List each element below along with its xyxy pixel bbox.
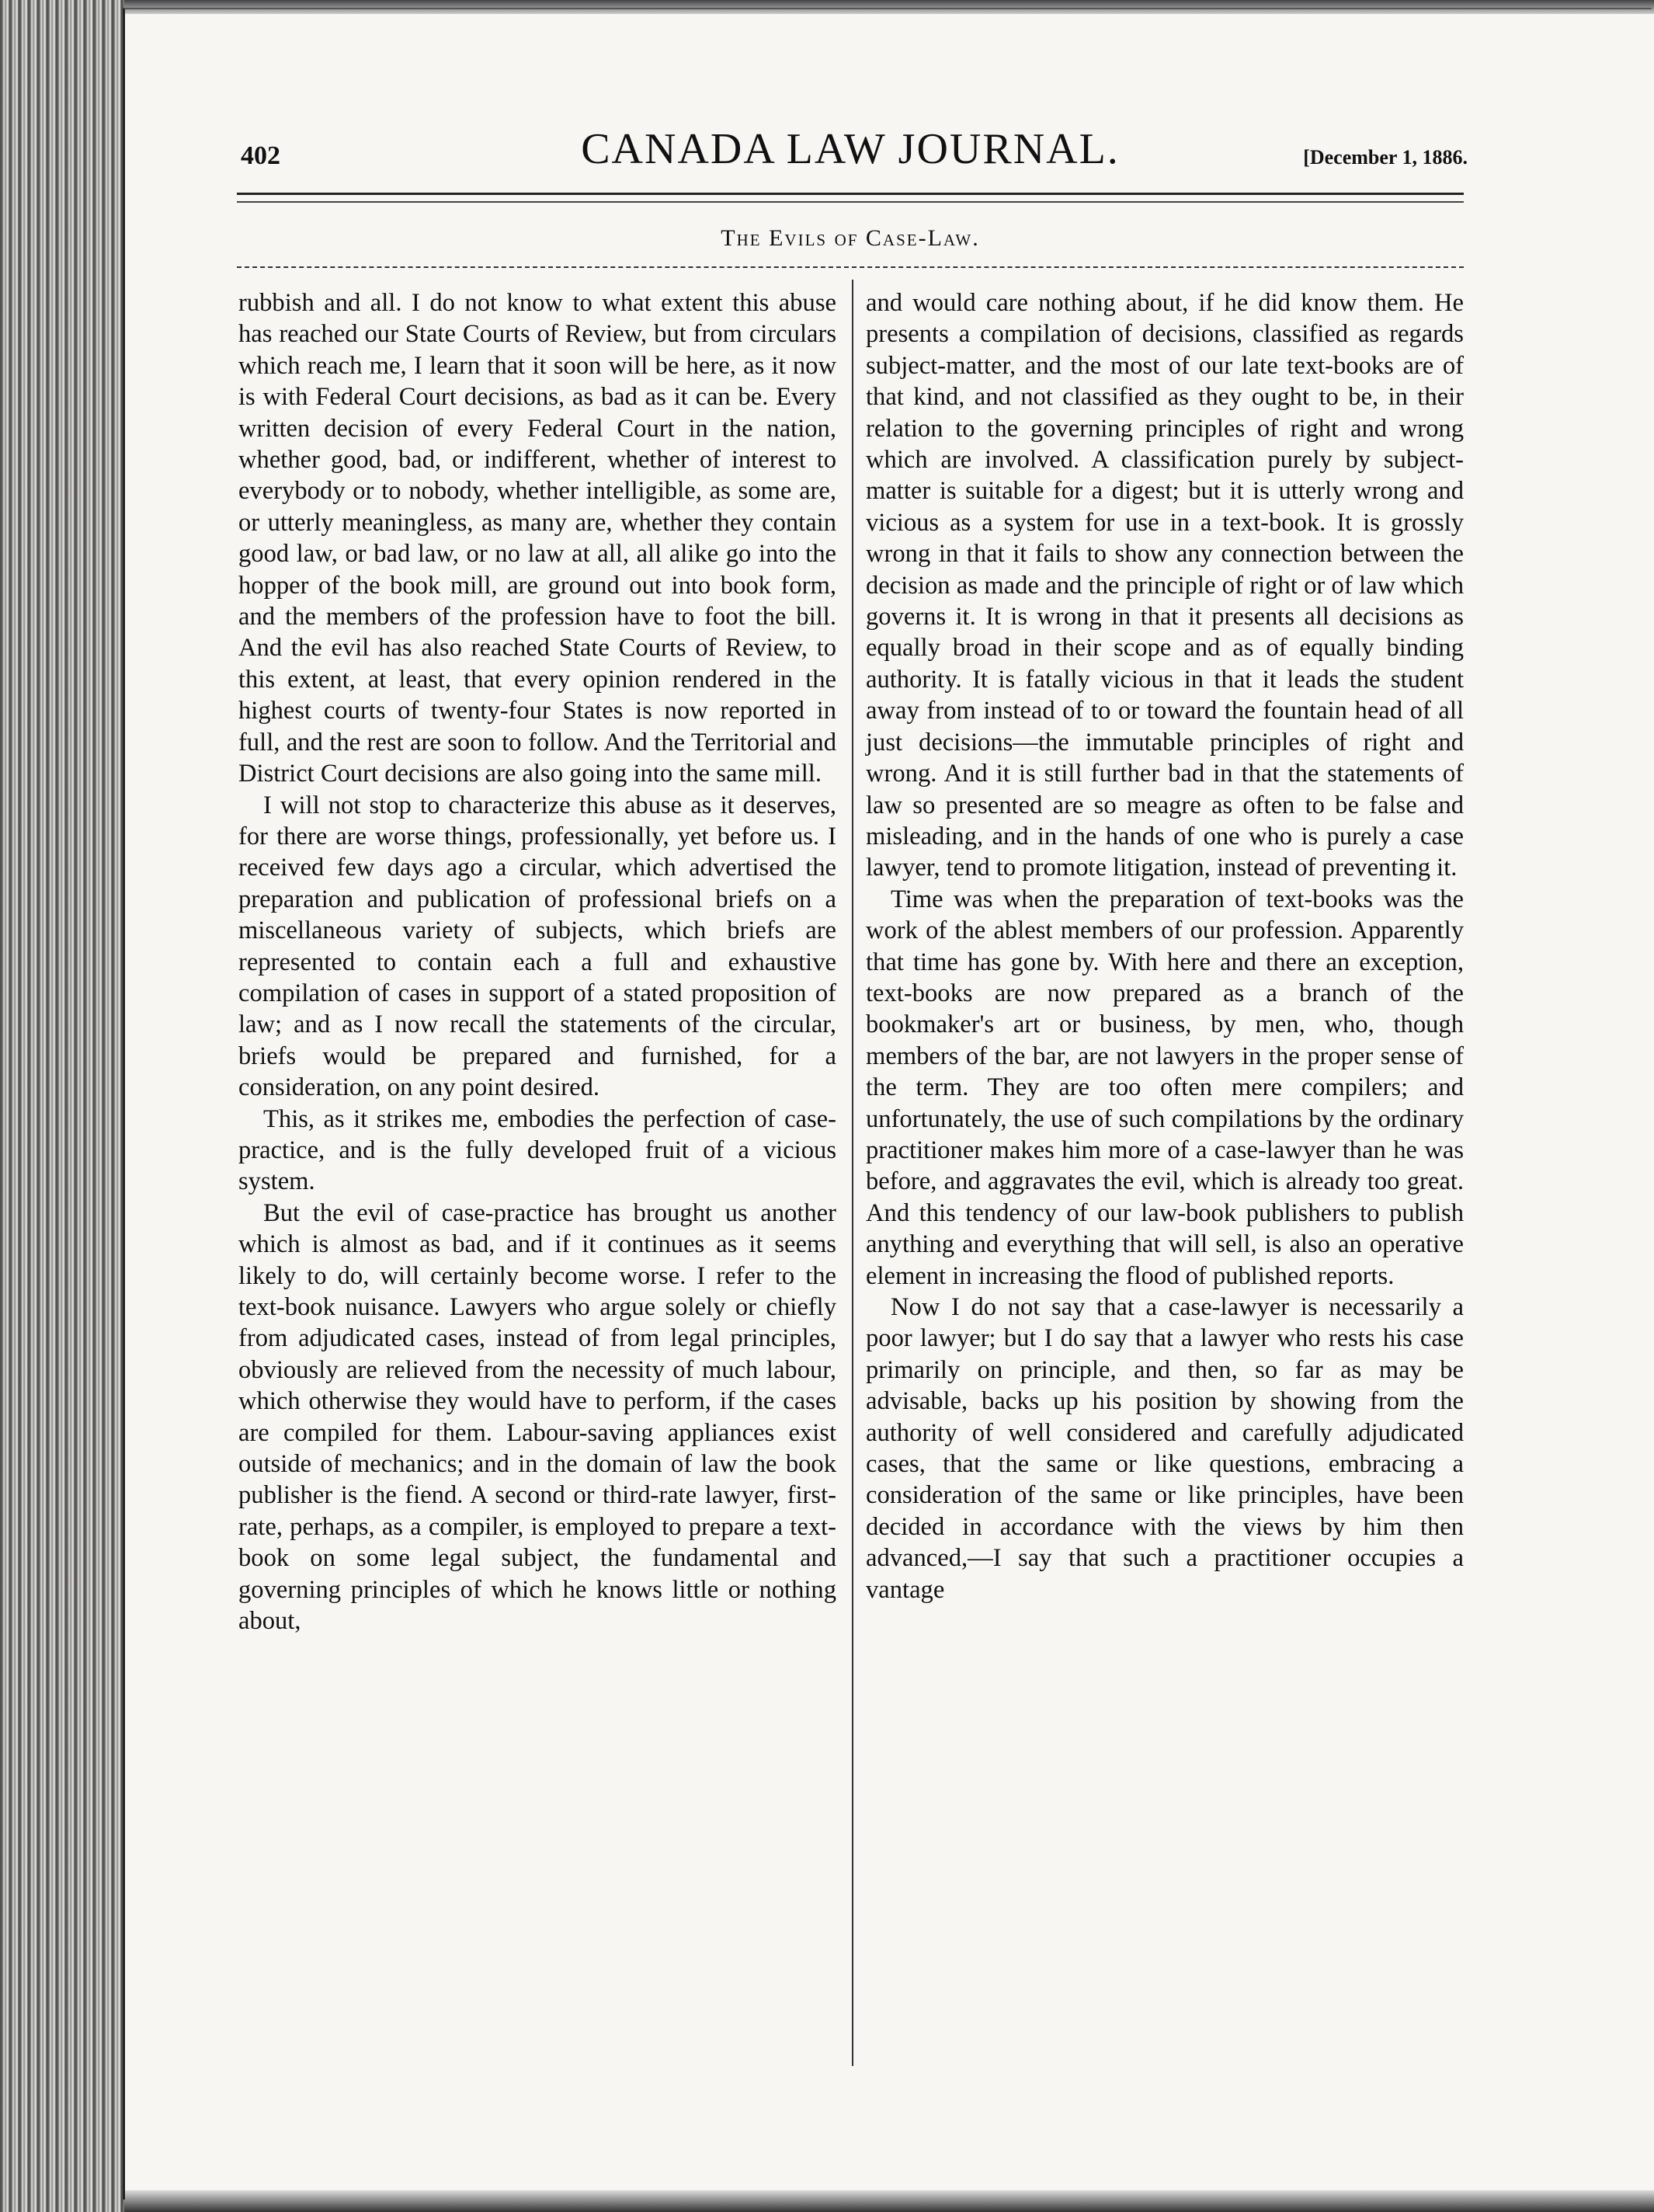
paragraph: Time was when the preparation of text-books was the work of the ablest members of our profession. Apparently that time has gone by. With here and there an exception, text-books are now prepared as a branch of the bookmaker's art or business, by men, who, though members of the bar, are not lawyers in the proper sense of the term. They are too often mere compilers; and unfortunately, the use of such compilations by the ordinary practitioner makes him more of a case-lawyer than he was before, and aggravates the evil, which is already too great. And this tendency of our law-book publishers to publish anything and everything that will sell, is also an operative element in increasing the flood of published reports.: [866, 885, 1464, 1290]
article-title: The Evils of Case-Law.: [721, 225, 980, 251]
scanned-book-spine: [0, 0, 124, 2212]
paragraph: and would care nothing about, if he did know them. He presents a compilation of decisions, classified as regards subject-matter, and the most of our late text-books are of that kind, and not classified as they ought to be, in their relation to the governing principles of right and wrong which are involved. A classification purely by subject-matter is suitable for a digest; but it is utterly wrong and vicious as a system for use in a text-book. It is grossly wrong in that it fails to show any connection between the decision as made and the principle of right or of law which governs it. It is wrong in that it presents all decisions as equally broad in their scope and as of equally binding authority. It is fatally vicious in that it leads the student away from instead of to or toward the fountain head of all just decisions—the immutable principles of right and wrong. And it is still further bad in that the statements of law so presented are so meagre as often to be false and misleading, and in the hands of one who is purely a case lawyer, tend to promote litigation, instead of preventing it.: [866, 289, 1464, 882]
title-rule: [237, 266, 1464, 268]
running-header: [233, 124, 1468, 179]
page-number: 402: [241, 141, 280, 170]
right-column: [866, 287, 1464, 1605]
paragraph: This, as it strikes me, embodies the perfection of case-practice, and is the fully developed fruit of a vicious system.: [238, 1104, 836, 1196]
left-column: [238, 287, 836, 1636]
issue-date: [December 1, 1886.: [1303, 146, 1468, 169]
header-rule: [237, 193, 1464, 203]
paragraph: I will not stop to characterize this abuse as it deserves, for there are worse things, professionally, yet before us. I received few days ago a circular, which advertised the preparation and publication of professional briefs on a miscellaneous variety of subjects, which briefs are represented to contain each a full and exhaustive compilation of cases in support of a stated proposition of law; and as I now recall the statements of the circular, briefs would be prepared and furnished, for a consideration, on any point desired.: [238, 791, 836, 1102]
paragraph: rubbish and all. I do not know to what extent this abuse has reached our State Courts of Review, but from circulars which reach me, I learn that it soon will be here, as it now is with Federal Court decisions, as bad as it can be. Every written decision of every Federal Court in the nation, whether good, bad, or indifferent, whether of interest to everybody or to nobody, whether intelligible, as some are, or utterly meaningless, as many are, whether they contain good law, or bad law, or no law at all, all alike go into the hopper of the book mill, are ground out into book form, and the members of the profession have to foot the bill. And the evil has also reached State Courts of Review, to this extent, at least, that every opinion rendered in the highest courts of twenty-four States is now reported in full, and the rest are soon to follow. And the Territorial and District Court decisions are also going into the same mill.: [238, 289, 836, 788]
column-divider: [852, 280, 853, 2066]
journal-title: CANADA LAW JOURNAL.: [581, 125, 1120, 173]
paragraph: Now I do not say that a case-lawyer is necessarily a poor lawyer; but I do say that a lawyer who rests his case primarily on principle, and then, so far as may be advisable, backs up his position by showing from the authority of well considered and carefully adjudicated cases, that the same or like questions, embracing a consideration of the same or like principles, have been decided in accordance with the views by him then advanced,—I say that such a practitioner occupies a vantage: [866, 1293, 1464, 1604]
paragraph: But the evil of case-practice has brought us another which is almost as bad, and if it continues as it seems likely to do, will certainly become worse. I refer to the text-book nuisance. Lawyers who argue solely or chiefly from adjudicated cases, instead of from legal principles, obviously are relieved from the necessity of much labour, which otherwise they would have to perform, if the cases are compiled for them. Labour-saving appliances exist outside of mechanics; and in the domain of law the book publisher is the fiend. A second or third-rate lawyer, first-rate, perhaps, as a compiler, is employed to prepare a text-book on some legal subject, the fundamental and governing principles of which he knows little or nothing about,: [238, 1198, 836, 1636]
